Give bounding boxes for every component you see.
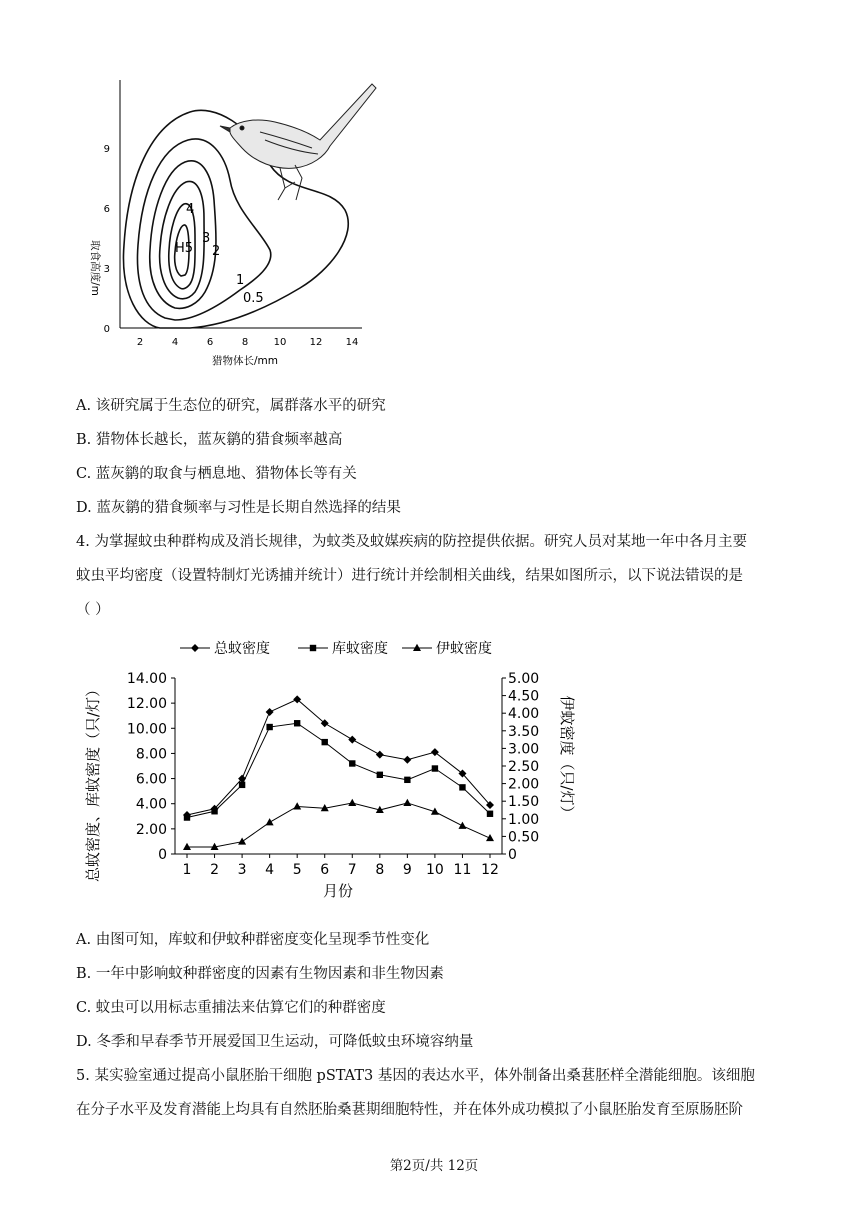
x-tick-label: 10 bbox=[273, 337, 287, 348]
y-tick-labels bbox=[104, 144, 110, 335]
data-point-square bbox=[294, 720, 300, 726]
q3-option-d: D. 蓝灰鹟的猎食频率与习性是长期自然选择的结果 bbox=[76, 500, 401, 516]
data-point-square bbox=[459, 784, 465, 790]
x-tick-label: 8 bbox=[241, 337, 249, 348]
right-tick-label: 3.00 bbox=[508, 741, 540, 758]
x-tick-label: 14 bbox=[345, 337, 359, 348]
x-tick-label: 10 bbox=[425, 862, 444, 878]
legend-label: 总蚊密度 bbox=[214, 641, 270, 657]
data-point-square bbox=[266, 724, 272, 730]
data-point-square bbox=[349, 760, 355, 766]
y-tick-label: 3 bbox=[103, 264, 110, 275]
series-line bbox=[187, 803, 490, 847]
data-point-square bbox=[377, 772, 383, 778]
data-point-diamond bbox=[348, 736, 356, 744]
left-tick-label: 10.00 bbox=[126, 721, 167, 738]
q3-option-c: C. 蓝灰鹟的取食与栖息地、猎物体长等有关 bbox=[76, 466, 357, 482]
right-tick-label: 0 bbox=[508, 847, 517, 863]
x-tick-label: 9 bbox=[402, 862, 412, 878]
x-tick-label: 8 bbox=[375, 862, 385, 878]
data-point-square bbox=[487, 811, 493, 817]
bird-icon bbox=[220, 84, 376, 200]
left-tick-label: 4.00 bbox=[135, 796, 167, 813]
data-point-diamond bbox=[266, 708, 274, 716]
q5-stem-line2: 在分子水平及发育潜能上均具有自然胚胎桑葚期细胞特性，并在体外成功模拟了小鼠胚胎发育至原肠胚阶 bbox=[76, 1102, 743, 1118]
q5-stem-line1: 5. 某实验室通过提高小鼠胚胎干细胞 pSTAT3 基因的表达水平，体外制备出桑葚胚样全潜能细胞。该细胞 bbox=[76, 1068, 755, 1084]
right-tick-label: 1.00 bbox=[508, 811, 540, 828]
left-tick-label: 6.00 bbox=[135, 771, 167, 788]
series-line bbox=[187, 723, 490, 817]
q4-stem-line2: 蚊虫平均密度（设置特制灯光诱捕并统计）进行统计并绘制相关曲线，结果如图所示，以下说法错误的是 bbox=[76, 568, 743, 584]
y-axis-label-right: 伊蚊密度（只/灯） bbox=[558, 695, 576, 821]
x-axis-label: 猎物体长/mm bbox=[212, 355, 278, 367]
q3-option-a: A. 该研究属于生态位的研究，属群落水平的研究 bbox=[76, 398, 386, 414]
left-tick-label: 12.00 bbox=[126, 696, 167, 713]
data-point-triangle bbox=[348, 799, 356, 806]
data-point-square bbox=[310, 645, 316, 651]
contour-value-labels bbox=[175, 202, 264, 306]
x-tick-label: 1 bbox=[182, 862, 192, 878]
contour-label: 3 bbox=[202, 231, 211, 246]
q4-stem-line3: （ ） bbox=[76, 602, 110, 618]
left-tick-label: 0 bbox=[158, 847, 167, 863]
right-tick-label: 4.00 bbox=[508, 706, 540, 723]
q4-option-c: C. 蚊虫可以用标志重捕法来估算它们的种群密度 bbox=[76, 1000, 386, 1016]
data-point-square bbox=[184, 814, 190, 820]
data-point-square bbox=[432, 765, 438, 771]
q4-option-a: A. 由图可知，库蚊和伊蚊种群密度变化呈现季节性变化 bbox=[76, 932, 430, 948]
contour-label: H5 bbox=[175, 241, 194, 256]
legend-label: 伊蚊密度 bbox=[436, 641, 492, 657]
x-tick-label: 2 bbox=[210, 862, 220, 878]
contour-figure bbox=[80, 70, 400, 370]
data-point-triangle bbox=[413, 644, 421, 651]
y-tick-label: 0 bbox=[103, 324, 110, 335]
contour-label: 4 bbox=[186, 202, 195, 217]
right-tick-label: 5.00 bbox=[508, 671, 540, 687]
contour-label: 0.5 bbox=[243, 291, 264, 306]
q3-option-b: B. 猎物体长越长，蓝灰鹟的猎食频率越高 bbox=[76, 432, 343, 448]
data-point-square bbox=[239, 782, 245, 788]
data-point-diamond bbox=[376, 751, 384, 759]
x-tick-label: 4 bbox=[171, 337, 179, 348]
x-tick-label: 7 bbox=[347, 862, 357, 878]
right-tick-label: 1.50 bbox=[508, 794, 540, 811]
y-axis-label: 取食高度/m bbox=[89, 240, 101, 296]
right-tick-label: 2.50 bbox=[508, 759, 540, 775]
x-tick-label: 2 bbox=[136, 337, 144, 348]
data-point-diamond bbox=[403, 756, 411, 764]
y-axis-label-left: 总蚊密度、库蚊密度（只/灯） bbox=[84, 681, 102, 883]
data-point-triangle bbox=[486, 834, 494, 841]
data-point-square bbox=[404, 777, 410, 783]
data-point-triangle bbox=[293, 802, 301, 809]
left-tick-label: 14.00 bbox=[126, 671, 167, 687]
q4-option-d: D. 冬季和早春季节开展爱国卫生运动，可降低蚊虫环境容纳量 bbox=[76, 1034, 474, 1050]
data-point-triangle bbox=[183, 843, 191, 850]
x-tick-label: 12 bbox=[309, 337, 323, 348]
legend-label: 库蚊密度 bbox=[332, 641, 388, 657]
x-tick-label: 3 bbox=[237, 862, 247, 878]
chart-legend bbox=[180, 640, 492, 657]
x-tick-label: 4 bbox=[265, 862, 275, 878]
x-tick-label: 5 bbox=[292, 862, 302, 878]
x-tick-label: 11 bbox=[453, 862, 472, 878]
x-tick-labels bbox=[137, 337, 359, 348]
chart-series bbox=[183, 695, 494, 850]
contour-label: 2 bbox=[212, 244, 221, 259]
y-tick-label: 9 bbox=[103, 144, 110, 155]
x-tick-label: 6 bbox=[320, 862, 330, 878]
data-point-triangle bbox=[238, 837, 246, 844]
data-point-triangle bbox=[266, 818, 274, 825]
mosquito-density-chart bbox=[80, 630, 600, 908]
q4-option-b: B. 一年中影响蚊种群密度的因素有生物因素和非生物因素 bbox=[76, 966, 444, 982]
data-point-square bbox=[211, 808, 217, 814]
q4-stem-line1: 4. 为掌握蚊虫种群构成及消长规律，为蚊类及蚊媒疾病的防控提供依据。研究人员对某地一年中各月主要 bbox=[76, 534, 747, 550]
data-point-triangle bbox=[403, 799, 411, 806]
right-tick-label: 4.50 bbox=[508, 688, 540, 705]
page-footer: 第2页/共 12页 bbox=[389, 1158, 479, 1174]
y-tick-label: 6 bbox=[103, 204, 110, 215]
left-tick-label: 8.00 bbox=[135, 746, 167, 763]
series-line bbox=[187, 699, 490, 815]
left-tick-label: 2.00 bbox=[135, 821, 167, 838]
data-point-square bbox=[322, 739, 328, 745]
data-point-triangle bbox=[458, 822, 466, 829]
right-tick-label: 0.50 bbox=[508, 829, 540, 846]
data-point-diamond bbox=[191, 644, 199, 652]
contour-label: 1 bbox=[236, 273, 245, 288]
right-tick-label: 3.50 bbox=[508, 723, 540, 740]
x-tick-label: 6 bbox=[206, 337, 214, 348]
x-axis-label: 月份 bbox=[322, 882, 354, 900]
x-tick-label: 12 bbox=[481, 862, 499, 878]
right-tick-label: 2.00 bbox=[508, 776, 540, 793]
